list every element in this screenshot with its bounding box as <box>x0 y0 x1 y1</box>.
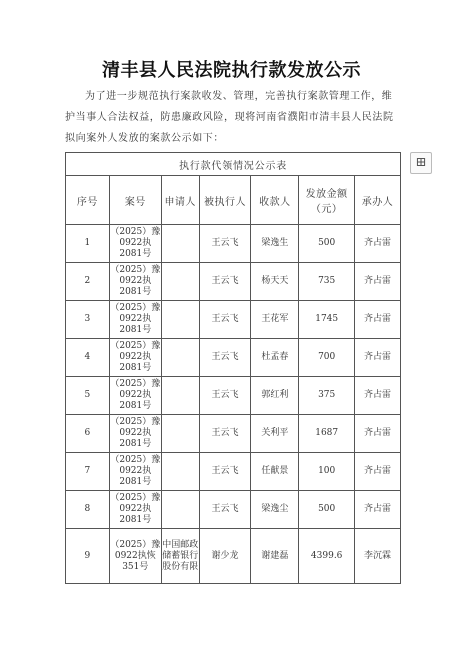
cell-applicant <box>161 377 199 415</box>
cell-payee: 梁逸尘 <box>251 491 299 529</box>
header-payee: 收款人 <box>251 176 299 225</box>
cell-respondent: 王云飞 <box>199 491 251 529</box>
cell-applicant <box>161 225 199 263</box>
cell-amount: 4399.6 <box>299 529 355 584</box>
cell-handler: 齐占雷 <box>355 491 401 529</box>
cell-handler: 齐占雷 <box>355 339 401 377</box>
cell-applicant <box>161 491 199 529</box>
cell-respondent: 王云飞 <box>199 263 251 301</box>
cell-case-no: （2025）豫0922执2081号 <box>109 301 161 339</box>
cell-respondent: 王云飞 <box>199 339 251 377</box>
cell-amount: 500 <box>299 225 355 263</box>
cell-payee: 谢建磊 <box>251 529 299 584</box>
cell-payee: 任献景 <box>251 453 299 491</box>
header-respondent: 被执行人 <box>199 176 251 225</box>
cell-applicant <box>161 263 199 301</box>
cell-handler: 齐占雷 <box>355 263 401 301</box>
cell-amount: 1687 <box>299 415 355 453</box>
table-icon[interactable]: ⊞ <box>410 152 432 174</box>
table-row <box>66 263 401 301</box>
cell-handler: 齐占雷 <box>355 301 401 339</box>
header-seq: 序号 <box>66 176 110 225</box>
cell-amount: 500 <box>299 491 355 529</box>
cell-payee: 郭红利 <box>251 377 299 415</box>
cell-seq: 9 <box>66 529 110 584</box>
cell-case-no: （2025）豫0922执2081号 <box>109 377 161 415</box>
cell-seq: 4 <box>66 339 110 377</box>
cell-amount: 1745 <box>299 301 355 339</box>
table-row <box>66 453 401 491</box>
table-row <box>66 415 401 453</box>
cell-respondent: 王云飞 <box>199 301 251 339</box>
cell-payee: 杜孟春 <box>251 339 299 377</box>
cell-handler: 齐占雷 <box>355 225 401 263</box>
disbursement-table <box>65 152 401 584</box>
intro-paragraph: 为了进一步规范执行案款收发、管理，完善执行案款管理工作，维护当事人合法权益，防患廉政风险，现将河南省濮阳市清丰县人民法院拟向案外人发放的案款公示如下： <box>65 91 394 144</box>
table-caption: 执行款代领情况公示表 <box>66 153 401 176</box>
cell-amount: 735 <box>299 263 355 301</box>
cell-respondent: 王云飞 <box>199 415 251 453</box>
cell-handler: 齐占雷 <box>355 415 401 453</box>
cell-case-no: （2025）豫0922执2081号 <box>109 453 161 491</box>
cell-seq: 7 <box>66 453 110 491</box>
cell-applicant <box>161 453 199 491</box>
cell-case-no: （2025）豫0922执2081号 <box>109 415 161 453</box>
cell-respondent: 王云飞 <box>199 453 251 491</box>
table-row <box>66 377 401 415</box>
header-applicant: 申请人 <box>161 176 199 225</box>
cell-applicant <box>161 339 199 377</box>
cell-seq: 3 <box>66 301 110 339</box>
cell-case-no: （2025）豫0922执2081号 <box>109 339 161 377</box>
cell-handler: 齐占雷 <box>355 453 401 491</box>
cell-amount: 700 <box>299 339 355 377</box>
cell-respondent: 谢少龙 <box>199 529 251 584</box>
table-row <box>66 225 401 263</box>
cell-respondent: 王云飞 <box>199 377 251 415</box>
cell-payee: 梁逸生 <box>251 225 299 263</box>
cell-case-no: （2025）豫0922执2081号 <box>109 491 161 529</box>
cell-seq: 2 <box>66 263 110 301</box>
cell-seq: 5 <box>66 377 110 415</box>
cell-amount: 100 <box>299 453 355 491</box>
page-title: 清丰县人民法院执行款发放公示 <box>102 60 361 81</box>
cell-payee: 杨天天 <box>251 263 299 301</box>
cell-seq: 6 <box>66 415 110 453</box>
table-row <box>66 301 401 339</box>
cell-applicant <box>161 415 199 453</box>
cell-payee: 关利平 <box>251 415 299 453</box>
table-row <box>66 529 401 584</box>
cell-case-no: （2025）豫0922执2081号 <box>109 225 161 263</box>
cell-applicant: 中国邮政储蓄银行股份有限 <box>161 529 199 584</box>
cell-payee: 王花军 <box>251 301 299 339</box>
cell-seq: 8 <box>66 491 110 529</box>
cell-amount: 375 <box>299 377 355 415</box>
table-row <box>66 339 401 377</box>
cell-case-no: （2025）豫0922执2081号 <box>109 263 161 301</box>
cell-handler: 李沉霖 <box>355 529 401 584</box>
header-handler: 承办人 <box>355 176 401 225</box>
cell-seq: 1 <box>66 225 110 263</box>
header-case-no: 案号 <box>109 176 161 225</box>
cell-applicant <box>161 301 199 339</box>
cell-handler: 齐占雷 <box>355 377 401 415</box>
table-row <box>66 491 401 529</box>
cell-case-no: （2025）豫0922执恢351号 <box>109 529 161 584</box>
cell-respondent: 王云飞 <box>199 225 251 263</box>
header-amount: 发放金额（元） <box>299 176 355 225</box>
